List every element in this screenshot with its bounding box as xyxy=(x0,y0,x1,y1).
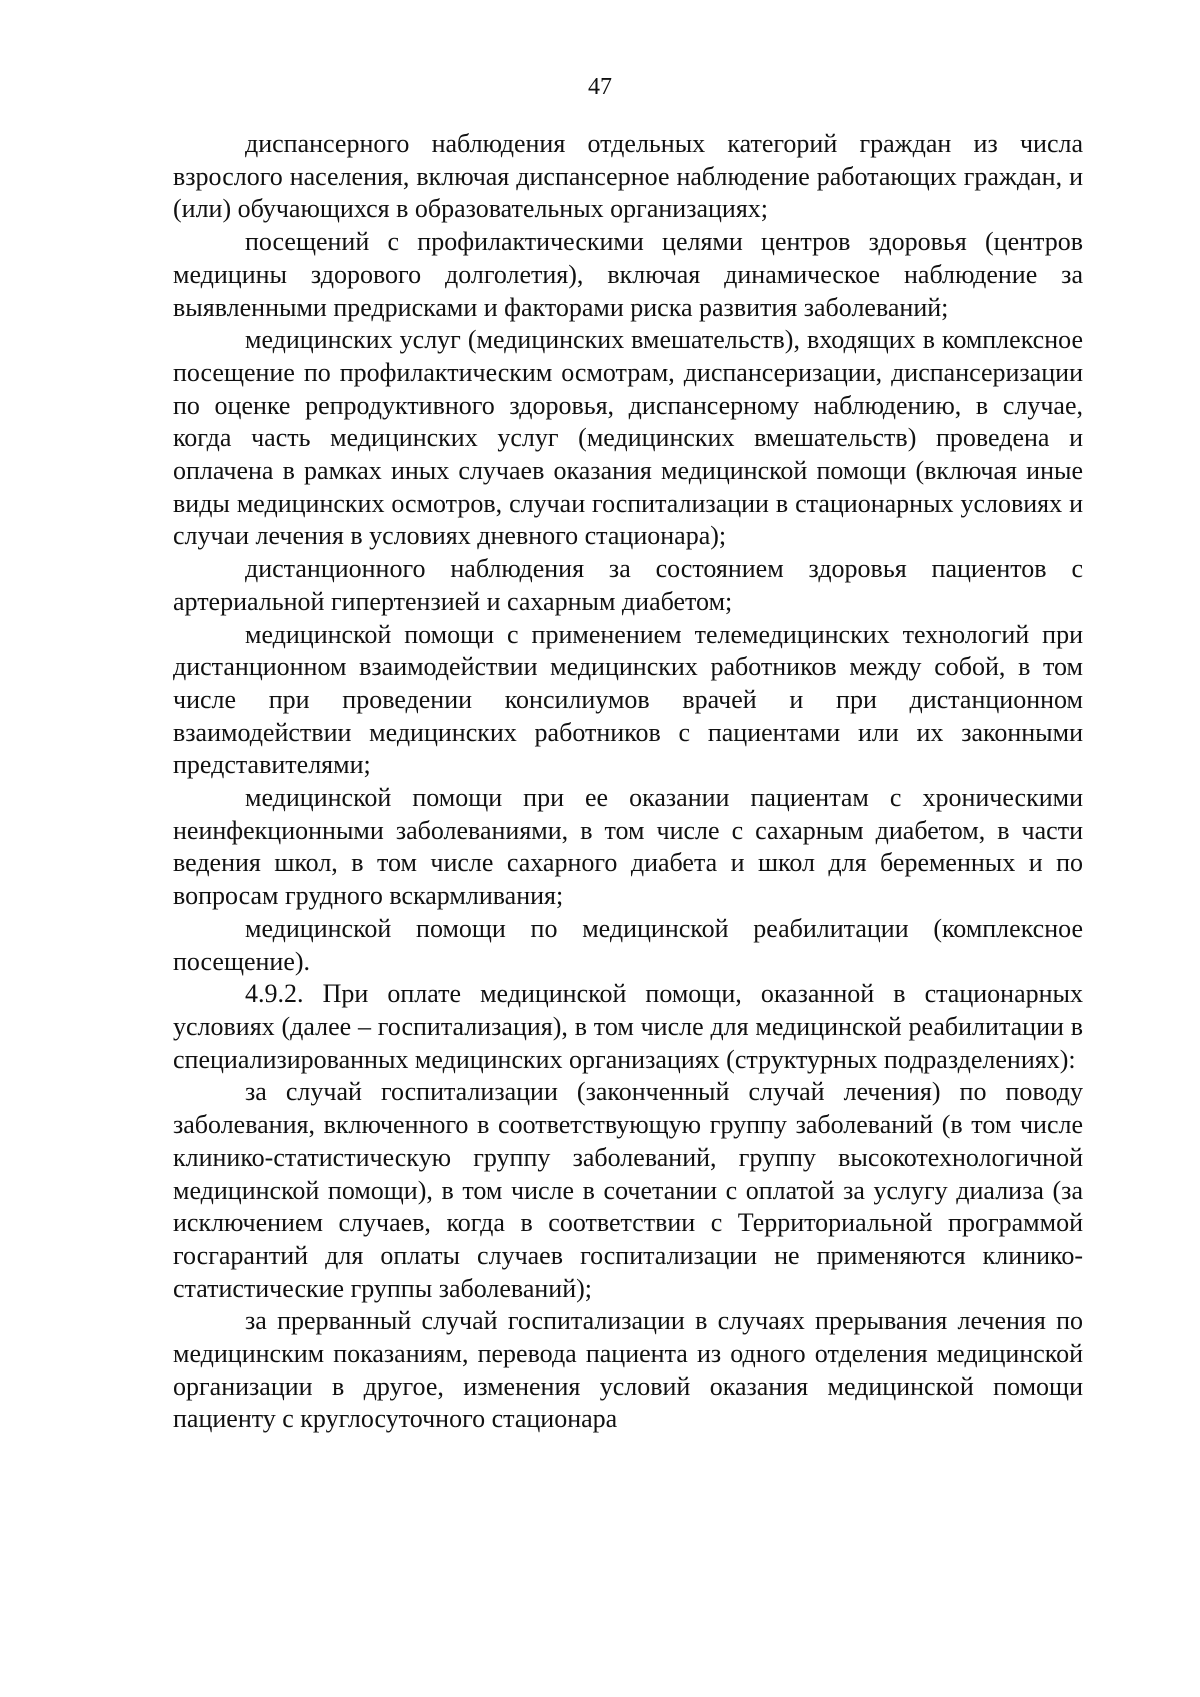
paragraph: медицинской помощи при ее оказании пациентам с хроническими неинфекционными заболеваниями, в том числе с сахарным диабетом, в части ведения школ, в том числе сахарного диабета и школ для беременных и по вопросам грудного вскармливания; xyxy=(173,783,1083,911)
paragraph: медицинской помощи по медицинской реабилитации (комплексное посещение). xyxy=(173,913,1083,976)
page-number: 47 xyxy=(588,74,612,100)
paragraph-continuation: диспансерного наблюдения отдельных категорий граждан из числа взрослого населения, включая диспансерное наблюдение работающих граждан, и (или) обучающихся в образовательных организациях; xyxy=(173,129,1083,224)
paragraph: медицинских услуг (медицинских вмешательств), входящих в комплексное посещение по профилактическим осмотрам, диспансеризации, диспансеризации по оценке репродуктивного здоровья, диспансерному наблюдению, в случае, когда часть медицинских услуг (медицинских вмешательств) проведена и оплачена в рамках иных случаев оказания медицинской помощи (включая иные виды медицинских осмотров, случаи госпитализации в стационарных условиях и случаи лечения в условиях дневного стационара); xyxy=(173,325,1083,551)
paragraph: медицинской помощи с применением телемедицинских технологий при дистанционном взаимодействии медицинских работников между собой, в том числе при проведении консилиумов врачей и при дистанционном взаимодействии медицинских работников с пациентами или их законными представителями; xyxy=(173,619,1083,780)
paragraph: за случай госпитализации (законченный случай лечения) по поводу заболевания, включенного в соответствующую группу заболеваний (в том числе клинико-статистическую группу заболеваний, группу высокотехнологичной медицинской помощи), в том числе в сочетании с оплатой за услугу диализа (за исключением случаев, когда в соответствии с Территориальной программой госгарантий для оплаты случаев госпитализации не применяются клинико-статистические группы заболеваний); xyxy=(173,1077,1083,1303)
section-paragraph: 4.9.2. При оплате медицинской помощи, оказанной в стационарных условиях (далее – госпитализация), в том числе для медицинской реабилитации в специализированных медицинских организациях (структурных подразделениях): xyxy=(173,979,1083,1074)
paragraph: посещений с профилактическими целями центров здоровья (центров медицины здорового долголетия), включая динамическое наблюдение за выявленными предрисками и факторами риска развития заболеваний; xyxy=(173,227,1083,322)
document-body xyxy=(173,128,1083,1436)
paragraph: дистанционного наблюдения за состоянием здоровья пациентов с артериальной гипертензией и сахарным диабетом; xyxy=(173,554,1083,616)
paragraph: за прерванный случай госпитализации в случаях прерывания лечения по медицинским показаниям, перевода пациента из одного отделения медицинской организации в другое, изменения условий оказания медицинской помощи пациенту с круглосуточного стационара xyxy=(173,1306,1083,1434)
